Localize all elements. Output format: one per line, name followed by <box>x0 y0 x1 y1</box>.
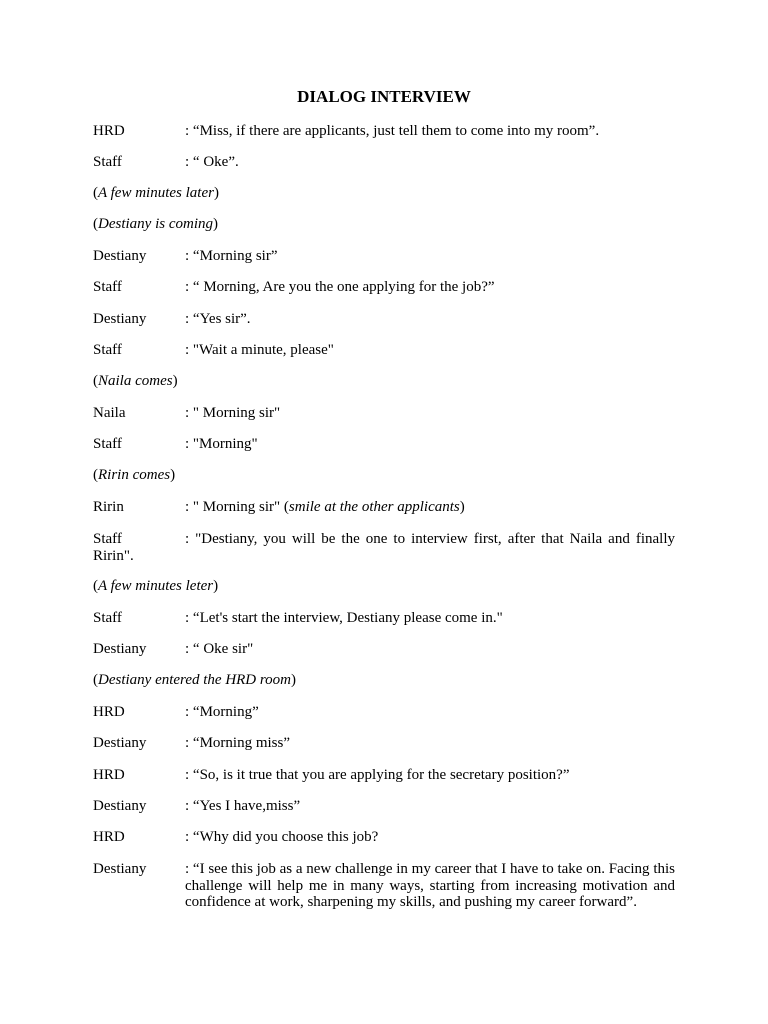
stage-note-text: Destiany is coming <box>98 216 213 232</box>
speech-text: : “I see this job as a new challenge in my career that I have to take on. Facing this challenge will help me in many ways, starting from increasing motivation and confidence at work, sharpening my skills, and pushing my career forward”. <box>185 861 675 910</box>
stage-note: (Ririn comes) <box>93 467 176 483</box>
stage-note-text: Ririn comes <box>98 467 171 483</box>
speech-text: : “ Oke sir" <box>185 641 254 657</box>
speech-text: : “Morning” <box>185 704 259 720</box>
speaker-label: Staff <box>93 531 122 547</box>
stage-note: (A few minutes later) <box>93 185 219 201</box>
stage-note-text: Destiany entered the HRD room <box>98 672 292 688</box>
speaker-label: Destiany <box>93 735 147 751</box>
dialog-line <box>93 767 675 784</box>
speech-text: : "Morning" <box>185 436 258 452</box>
speech-aside: smile at the other applicants <box>288 499 460 515</box>
speech-text: : “ Morning, Are you the one applying for the job?” <box>185 279 495 295</box>
dialog-line <box>93 499 675 516</box>
dialog-line <box>93 154 675 171</box>
stage-note: (Destiany is coming) <box>93 216 218 232</box>
dialog-line <box>93 279 675 296</box>
speaker-label: HRD <box>93 767 125 783</box>
speaker-label: Destiany <box>93 311 147 327</box>
speech-text: : “So, is it true that you are applying for the secretary position?” <box>185 767 570 783</box>
dialog-line <box>93 342 675 359</box>
speaker-label: Naila <box>93 405 126 421</box>
dialog-line <box>93 610 675 627</box>
speaker-label: Destiany <box>93 248 147 264</box>
dialog-line <box>93 735 675 752</box>
stage-note: (Naila comes) <box>93 373 178 389</box>
dialog-line <box>93 248 675 265</box>
dialog-line <box>93 641 675 658</box>
stage-note: (Destiany entered the HRD room) <box>93 672 297 688</box>
speaker-label: Destiany <box>93 861 147 877</box>
speaker-label: Ririn <box>93 499 124 515</box>
dialog-line <box>93 436 675 453</box>
speech-text-part: : " Morning sir" ( <box>185 499 289 515</box>
dialog-line <box>93 861 675 911</box>
speaker-label: Staff <box>93 342 122 358</box>
dialog-line <box>93 311 675 328</box>
speaker-label: HRD <box>93 829 125 845</box>
speaker-label: Destiany <box>93 798 147 814</box>
speech-text: : “Morning sir” <box>185 248 278 264</box>
speaker-label: Staff <box>93 279 122 295</box>
dialog-line <box>93 405 675 422</box>
speech-text: : “ Oke”. <box>185 154 239 170</box>
speech-text: : “Let's start the interview, Destiany please come in." <box>185 610 503 626</box>
document-title: DIALOG INTERVIEW <box>297 87 471 106</box>
speaker-label: Staff <box>93 154 122 170</box>
speech-text <box>185 499 675 516</box>
speech-text: : " Morning sir" <box>185 405 281 421</box>
stage-note-text: A few minutes later <box>98 185 214 201</box>
speaker-label: Staff <box>93 610 122 626</box>
speaker-label: HRD <box>93 704 125 720</box>
speaker-label: Destiany <box>93 641 147 657</box>
speaker-label: Staff <box>93 436 122 452</box>
speaker-label: HRD <box>93 123 125 139</box>
speech-text: : “Yes sir”. <box>185 311 251 327</box>
speech-text: : “Miss, if there are applicants, just tell them to come into my room”. <box>185 123 600 139</box>
speech-text-part: ) <box>459 499 465 515</box>
speech-text: : “Why did you choose this job? <box>185 829 379 845</box>
dialog-line <box>93 829 675 846</box>
dialog-line <box>93 704 675 721</box>
stage-note-text: A few minutes leter <box>98 578 214 594</box>
speech-text: : “Yes I have,miss” <box>185 798 301 814</box>
speech-text: : “Morning miss” <box>185 735 290 751</box>
dialog-line <box>93 123 675 140</box>
dialog-line <box>93 531 675 564</box>
speech-text: : "Destiany, you will be the one to interview first, after that Naila and finally Ririn". <box>93 531 675 564</box>
dialog-line <box>93 798 675 815</box>
speech-text: : "Wait a minute, please" <box>185 342 334 358</box>
stage-note-text: Naila comes <box>98 373 173 389</box>
stage-note: (A few minutes leter) <box>93 578 219 594</box>
